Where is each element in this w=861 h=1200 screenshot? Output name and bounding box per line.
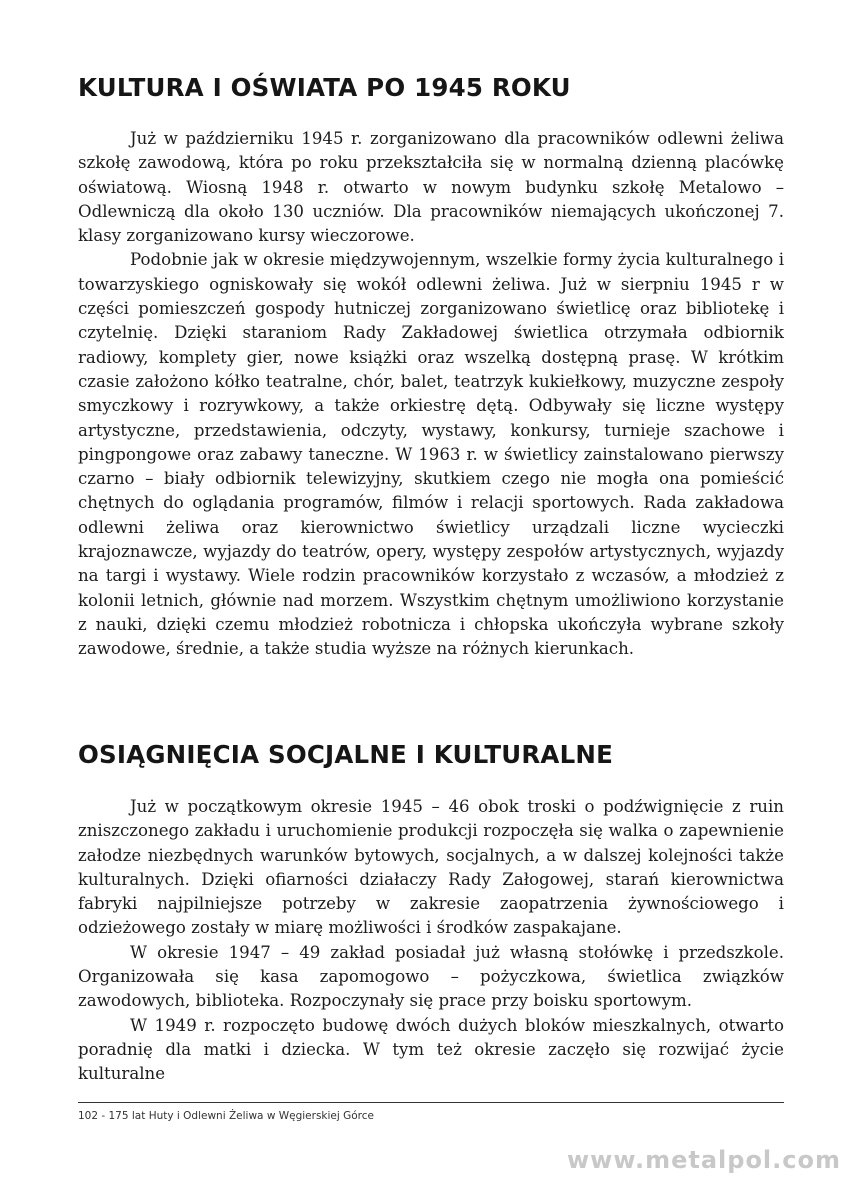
section-heading-social-achievements: OSIĄGNIĘCIA SOCJALNE I KULTURALNE — [78, 740, 614, 769]
section-heading-culture-education: KULTURA I OŚWIATA PO 1945 ROKU — [78, 73, 571, 102]
paragraph: W okresie 1947 – 49 zakład posiadał już własną stołówkę i przedszkole. Organizowała się kasa zapomogowo – pożyczkowa, świetlica związków zawodowych, biblioteka. Rozpoczynały się prace przy boisku sportowym. — [78, 942, 784, 1011]
paragraph: W 1949 r. rozpoczęto budowę dwóch dużych bloków mieszkalnych, otwarto poradnię dla matki i dziecka. W tym też okresie zaczęło się rozwijać życie kulturalne — [78, 1015, 784, 1084]
watermark: www.metalpol.com — [566, 1146, 841, 1174]
paragraph: Podobnie jak w okresie międzywojennym, wszelkie formy życia kulturalnego i towarzyskiego ogniskowały się wokół odlewni żeliwa. Już w sierpniu 1945 r w części pomieszczeń gospody hutniczej zorganizowano świetlicę oraz bibliotekę i czytelnię. Dzięki staraniom Rady Zakładowej świetlica otrzymała odbiornik radiowy, komplety gier, nowe książki oraz wszelką dostępną prasę. W krótkim czasie założono kółko teatralne, chór, balet, teatrzyk kukiełkowy, muzyczne zespoły smyczkowy i rozrywkowy, a także orkiestrę dętą. Odbywały się liczne występy artystyczne, przedstawienia, odczyty, wystawy, konkursy, turnieje szachowe i pingpongowe oraz zabawy taneczne. W 1963 r. w świetlicy zainstalowano pierwszy czarno – biały odbiornik telewizyjny, skutkiem czego nie mogła ona pomieścić chętnych do oglądania programów, filmów i relacji sportowych. Rada zakładowa odlewni żeliwa oraz kierownictwo świetlicy urządzali liczne wycieczki krajoznawcze, wyjazdy do teatrów, opery, występy zespołów artystycznych, wyjazdy na targi i wystawy. Wiele rodzin pracowników korzystało z wczasów, a młodzież z kolonii letnich, głównie nad morzem. Wszystkim chętnym umożliwiono korzystanie z nauki, dzięki czemu młodzież robotnicza i chłopska ukończyła wybrane szkoły zawodowe, średnie, a także studia wyższe na różnych kierunkach. — [78, 250, 784, 659]
section-body-social-achievements — [78, 795, 784, 1087]
paragraph: Już w początkowym okresie 1945 – 46 obok troski o podźwignięcie z ruin zniszczonego zakładu i uruchomienie produkcji rozpoczęła się walka o zapewnienie załodze niezbędnych warunków bytowych, socjalnych, a w dalszej kolejności także kulturalnych. Dzięki ofiarności działaczy Rady Załogowej, starań kierownictwa fabryki najpilniejsze potrzeby w zakresie zaopatrzenia żywnościowego i odzieżowego zostały w miarę możliwości i środków zaspakajane. — [78, 797, 784, 938]
page-footer: 102 - 175 lat Huty i Odlewni Żeliwa w Węgierskiej Górce — [78, 1110, 375, 1122]
paragraph: Już w październiku 1945 r. zorganizowano dla pracowników odlewni żeliwa szkołę zawodową, która po roku przekształciła się w normalną dzienną placówkę oświatową. Wiosną 1948 r. otwarto w nowym budynku szkołę Metalowo – Odlewniczą dla około 130 uczniów. Dla pracowników niemających ukończonej 7. klasy zorganizowano kursy wieczorowe. — [78, 129, 784, 246]
footer-divider — [78, 1102, 784, 1103]
section-body-culture-education — [78, 127, 784, 662]
